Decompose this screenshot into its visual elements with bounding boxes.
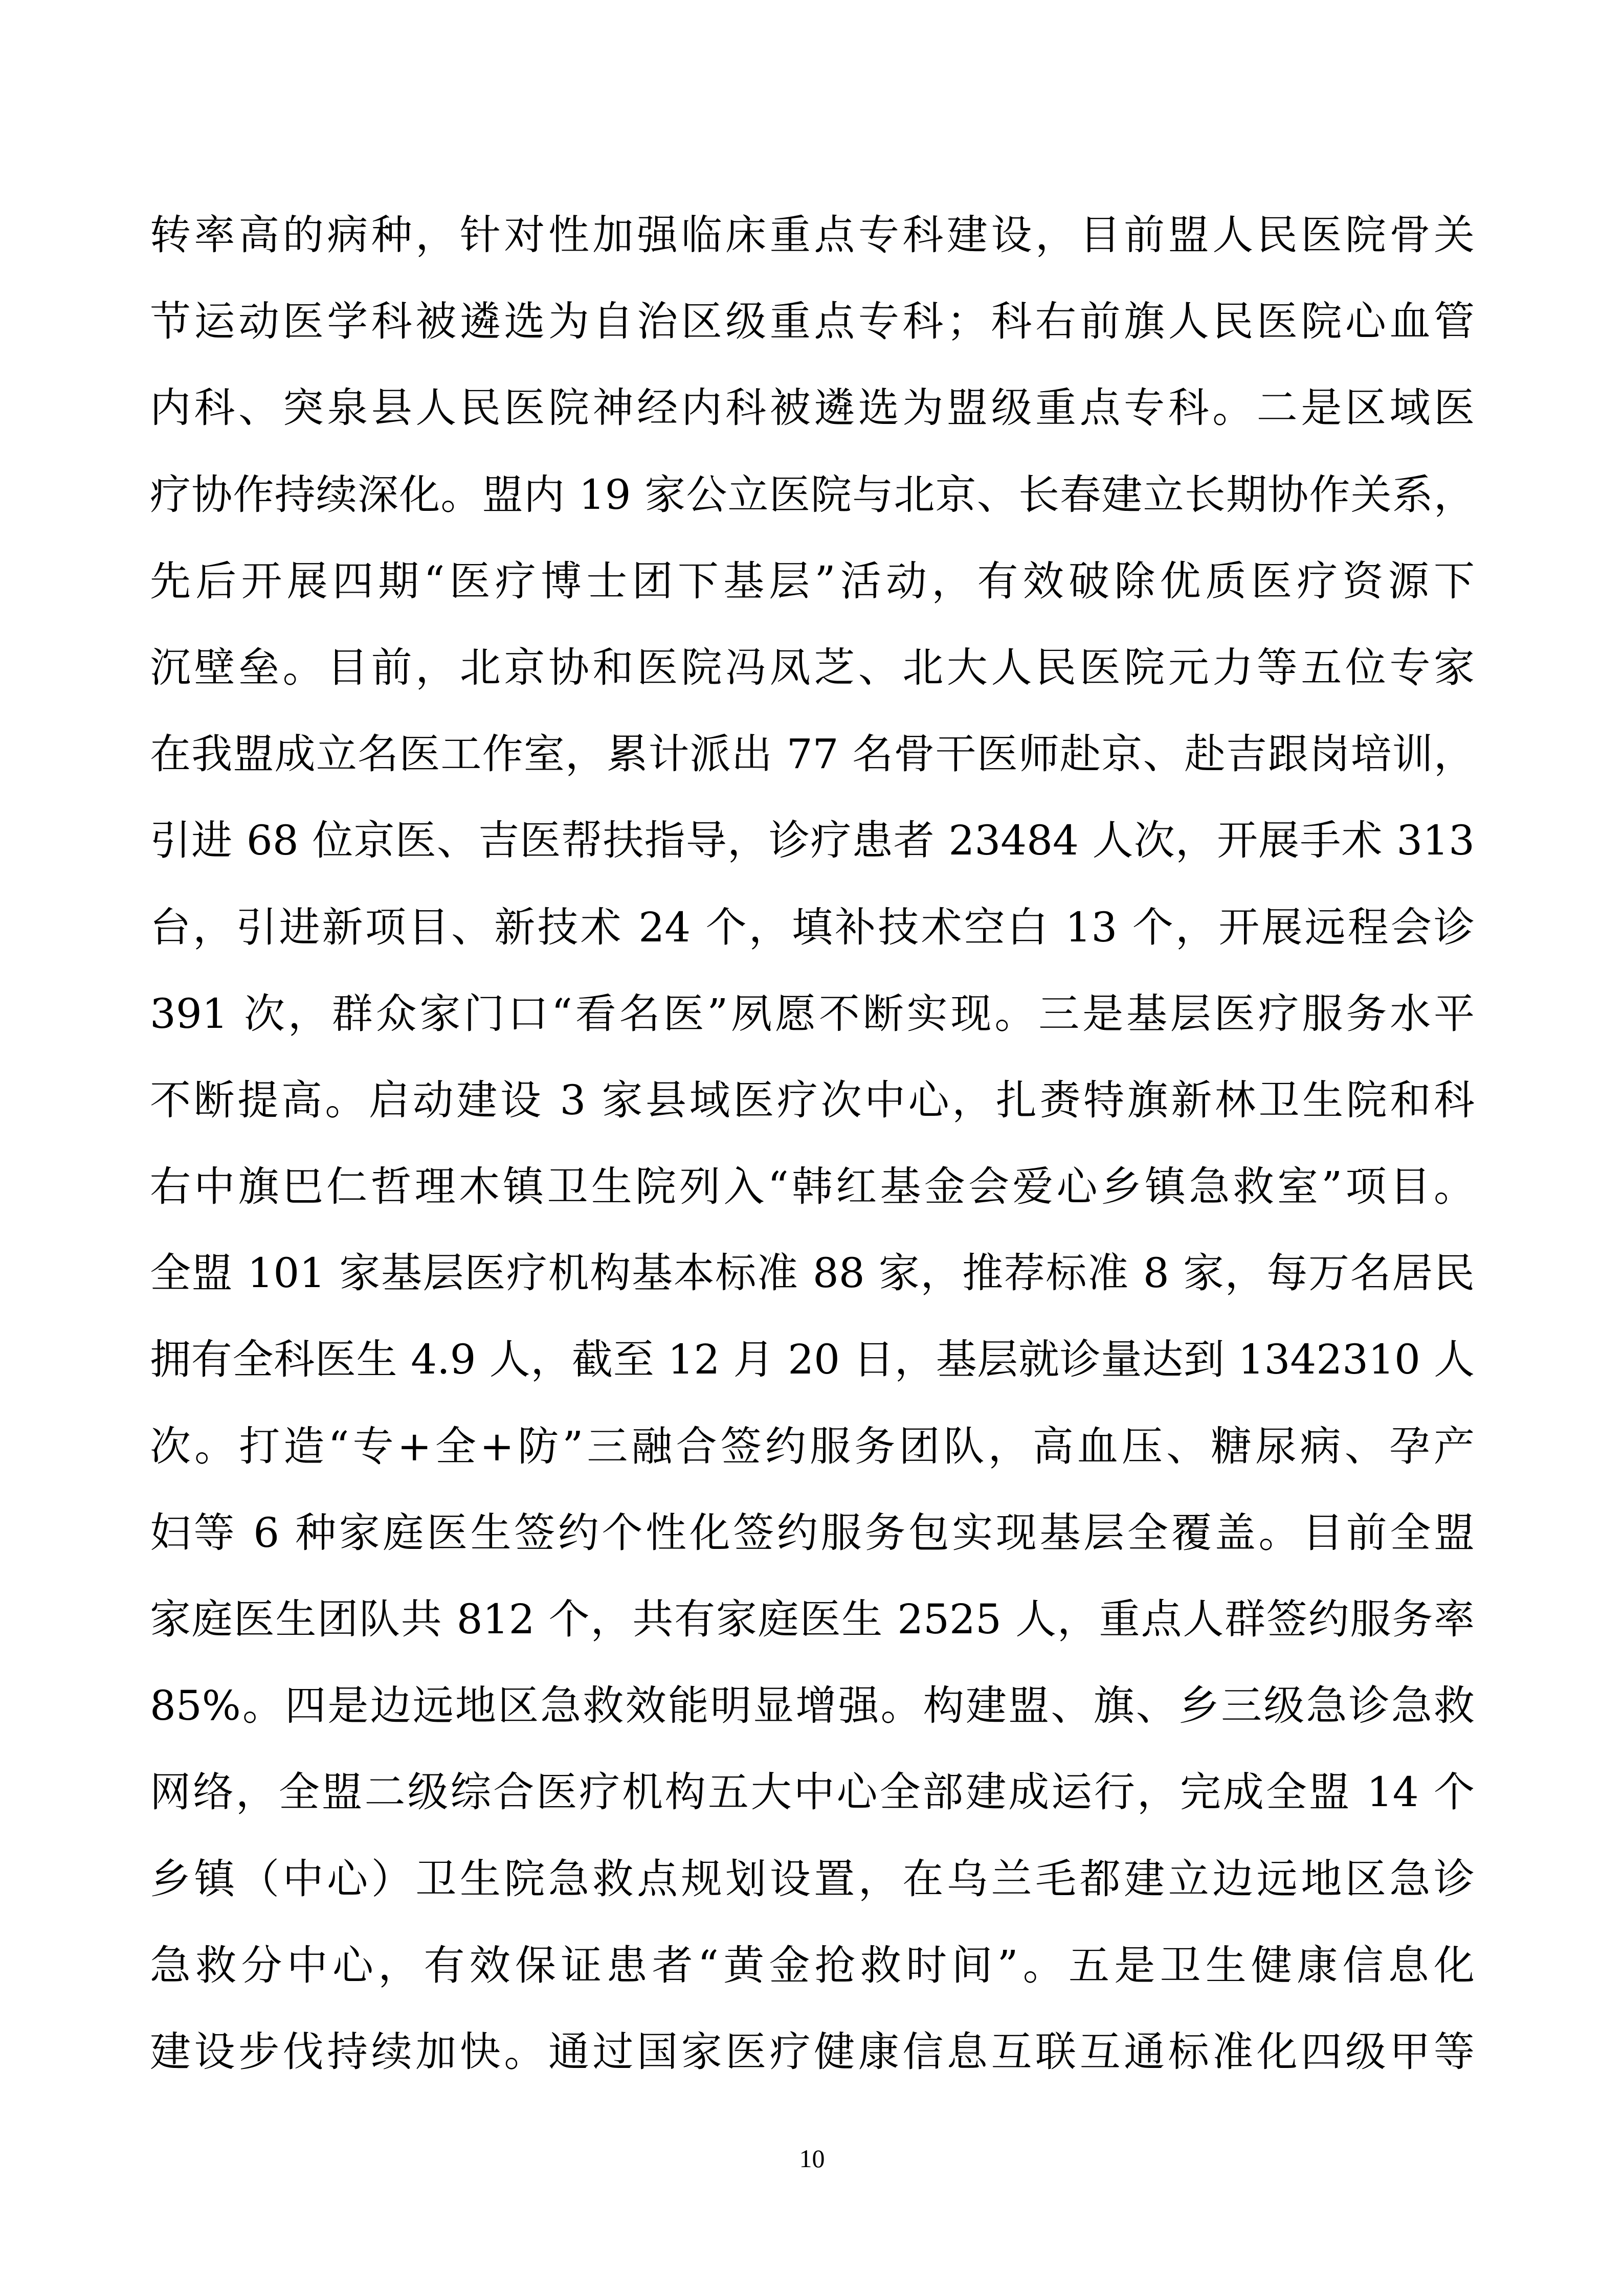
text-line-3: 内科、突泉县人民医院神经内科被遴选为盟级重点专科。二是区域医 xyxy=(150,384,1475,432)
text-line-15: 次。打造“专+全+防”三融合签约服务团队，高血压、糖尿病、孕产 xyxy=(150,1422,1475,1470)
text-line-4: 疗协作持续深化。盟内 19 家公立医院与北京、长春建立长期协作关系， xyxy=(150,470,1475,519)
text-line-9: 台，引进新项目、新技术 24 个，填补技术空白 13 个，开展远程会诊 xyxy=(150,903,1475,951)
text-line-18: 85%。四是边远地区急救效能明显增强。构建盟、旗、乡三级急诊急救 xyxy=(150,1682,1475,1730)
text-line-12: 右中旗巴仁哲理木镇卫生院列入“韩红基金会爱心乡镇急救室”项目。 xyxy=(150,1163,1475,1211)
text-line-16: 妇等 6 种家庭医生签约个性化签约服务包实现基层全覆盖。目前全盟 xyxy=(150,1509,1475,1557)
text-line-20: 乡镇（中心）卫生院急救点规划设置，在乌兰毛都建立边远地区急诊 xyxy=(150,1855,1475,1903)
text-line-11: 不断提高。启动建设 3 家县域医疗次中心，扎赉特旗新林卫生院和科 xyxy=(150,1076,1475,1124)
body-text xyxy=(150,207,1475,2110)
text-line-6: 沉壁垒。目前，北京协和医院冯凤芝、北大人民医院元力等五位专家 xyxy=(150,643,1475,691)
text-line-22: 建设步伐持续加快。通过国家医疗健康信息互联互通标准化四级甲等 xyxy=(150,2028,1475,2076)
text-line-17: 家庭医生团队共 812 个，共有家庭医生 2525 人，重点人群签约服务率 xyxy=(150,1595,1475,1643)
text-line-13: 全盟 101 家基层医疗机构基本标准 88 家，推荐标准 8 家，每万名居民 xyxy=(150,1249,1475,1297)
text-line-5: 先后开展四期“医疗博士团下基层”活动，有效破除优质医疗资源下 xyxy=(150,557,1475,605)
text-line-19: 网络，全盟二级综合医疗机构五大中心全部建成运行，完成全盟 14 个 xyxy=(150,1768,1475,1816)
text-line-14: 拥有全科医生 4.9 人，截至 12 月 20 日，基层就诊量达到 1342310 人 xyxy=(150,1336,1475,1384)
text-line-1: 转率高的病种，针对性加强临床重点专科建设，目前盟人民医院骨关 xyxy=(150,211,1475,259)
text-line-10: 391 次，群众家门口“看名医”夙愿不断实现。三是基层医疗服务水平 xyxy=(150,989,1475,1038)
text-line-7: 在我盟成立名医工作室，累计派出 77 名骨干医师赴京、赴吉跟岗培训， xyxy=(150,730,1475,778)
text-line-21: 急救分中心，有效保证患者“黄金抢救时间”。五是卫生健康信息化 xyxy=(150,1941,1475,1989)
page-number: 10 xyxy=(799,2144,825,2173)
text-line-2: 节运动医学科被遴选为自治区级重点专科；科右前旗人民医院心血管 xyxy=(150,298,1475,346)
text-line-8: 引进 68 位京医、吉医帮扶指导，诊疗患者 23484 人次，开展手术 313 xyxy=(150,817,1475,865)
